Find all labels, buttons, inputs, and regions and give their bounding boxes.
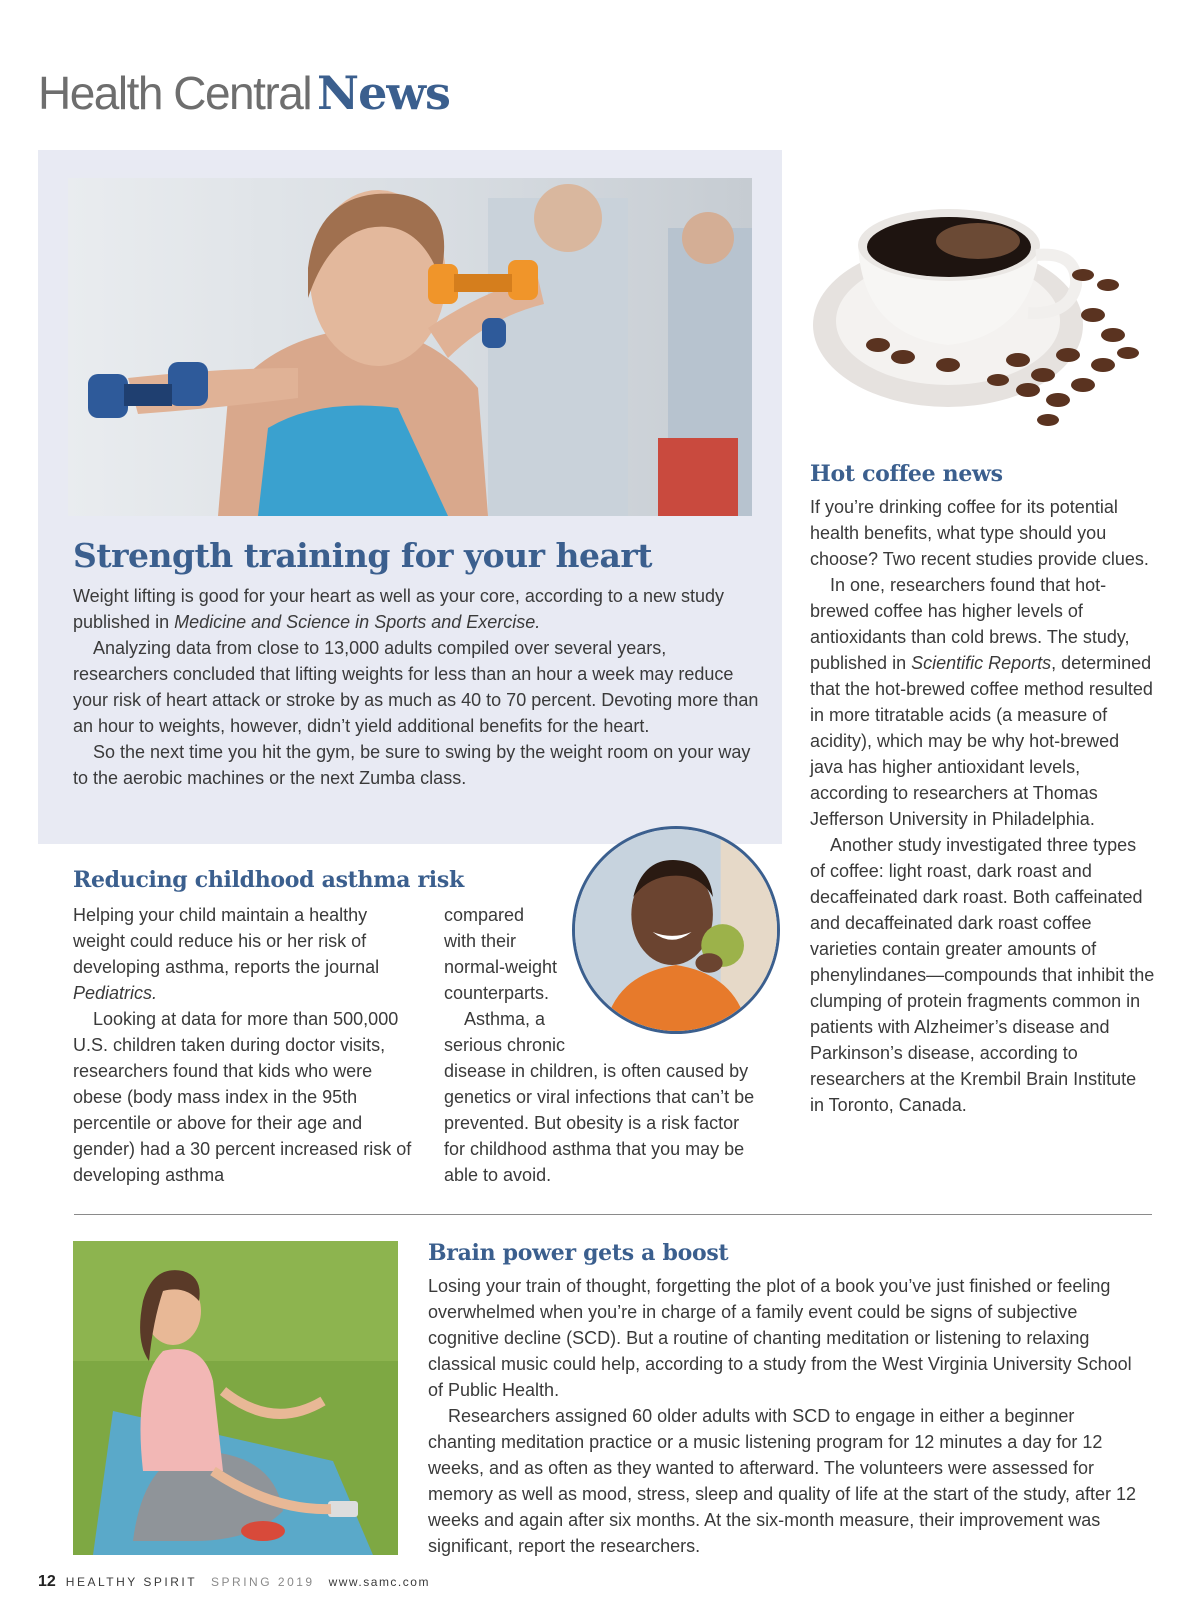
page-footer [38, 1573, 430, 1591]
coffee-paragraph-2-end: , determined that the hot-brewed coffee method resulted in more titratable acids (a measure of acidity), which may be why hot-brewed java has higher antioxidant levels, according to researchers at Thomas Jefferson University in Philadelphia. [810, 653, 1153, 829]
coffee-photo [808, 185, 1148, 445]
brain-paragraph-1: Losing your train of thought, forgetting the plot of a book you’ve just finished or feeling overwhelmed when you’re in charge of a family event could be signs of subjective cognitive decline (SCD). But a routine of chanting meditation or listening to relaxing classical music could help, according to a study from the West Virginia University School of Public Health. [428, 1276, 1132, 1400]
strength-paragraph-1: Weight lifting is good for your heart as well as your core, according to a new study published in [73, 586, 724, 632]
masthead-news: News [317, 66, 450, 120]
website-url: www.samc.com [328, 1575, 430, 1589]
asthma-col2-line: normal-weight [444, 957, 558, 977]
issue-season: SPRING 2019 [211, 1575, 315, 1589]
asthma-col2-rest: disease in children, is often caused by genetics or viral infections that can’t be prevented. But obesity is a risk factor for childhood asthma that you may be able to avoid. [444, 1061, 755, 1185]
asthma-col2-line: compared [444, 905, 525, 925]
asthma-paragraph-2: Looking at data for more than 500,000 U.S. children taken during doctor visits, researchers found that kids who were obese (body mass index in the 95th percentile or above for their age and gender) had a 30 percent increased risk of developing asthma [73, 1009, 412, 1185]
strength-paragraph-3: So the next time you hit the gym, be sure to swing by the weight room on your way to the aerobic machines or the next Zumba class. [73, 742, 751, 788]
page-number: 12 [38, 1573, 56, 1590]
meditation-photo [73, 1241, 398, 1555]
asthma-col2-line: Asthma, a [464, 1009, 546, 1029]
journal-pediatrics: Pediatrics. [73, 983, 158, 1003]
coffee-title: Hot coffee news [810, 461, 1003, 487]
journal-medicine-science-sports: Medicine and Science in Sports and Exercise. [174, 612, 541, 632]
magazine-name: HEALTHY SPIRIT [65, 1575, 198, 1589]
brain-article-body [428, 1273, 1144, 1559]
brain-title: Brain power gets a boost [428, 1240, 729, 1266]
brain-paragraph-2: Researchers assigned 60 older adults with SCD to engage in either a beginner chanting meditation practice or a music listening program for 12 minutes a day for 12 weeks, and as often as they wanted to afterward. The volunteers were assessed for memory as well as mood, stress, sleep and quality of life at the start of the study, after 12 weeks and again after six months. At the six-month measure, their improvement was significant, report the researchers. [428, 1406, 1137, 1556]
asthma-column-2 [444, 902, 764, 1188]
section-divider [74, 1214, 1152, 1215]
asthma-col2-line: with their [444, 931, 517, 951]
asthma-col2-line: counterparts. [444, 983, 550, 1003]
weightlifting-photo [68, 178, 752, 516]
journal-scientific-reports: Scientific Reports [911, 653, 1052, 673]
coffee-paragraph-3: Another study investigated three types of coffee: light roast, dark roast and decaffeinated dark roast. Both caffeinated and decaffeinated dark roast coffee varieties contain greater amounts of phenylindanes—compounds that inhibit the clumping of protein fragments common in patients with Alzheimer’s disease and Parkinson’s disease, according to researchers at the Krembil Brain Institute in Toronto, Canada. [810, 835, 1155, 1115]
masthead [38, 66, 450, 120]
asthma-column-1 [73, 902, 418, 1188]
asthma-paragraph-1: Helping your child maintain a healthy weight could reduce his or her risk of developing asthma, reports the journal [73, 905, 380, 977]
strength-paragraph-2: Analyzing data from close to 13,000 adults compiled over several years, researchers concluded that lifting weights for less than an hour a week may reduce your risk of heart attack or stroke by as much as 40 to 70 percent. Devoting more than an hour to weights, however, didn’t yield additional benefits for the heart. [73, 638, 759, 736]
strength-article-body [73, 583, 763, 791]
asthma-title: Reducing childhood asthma risk [73, 867, 464, 893]
strength-title: Strength training for your heart [73, 536, 653, 575]
asthma-col2-line: serious chronic [444, 1035, 566, 1055]
masthead-health-central: Health Central [38, 67, 312, 119]
coffee-paragraph-2: In one, researchers found that hot-brewed coffee has higher levels of antioxidants than cold brews. The study, published in [810, 575, 1130, 673]
coffee-article-body [810, 494, 1155, 1118]
coffee-paragraph-1: If you’re drinking coffee for its potential health benefits, what type should you choose? Two recent studies provide clues. [810, 497, 1149, 569]
